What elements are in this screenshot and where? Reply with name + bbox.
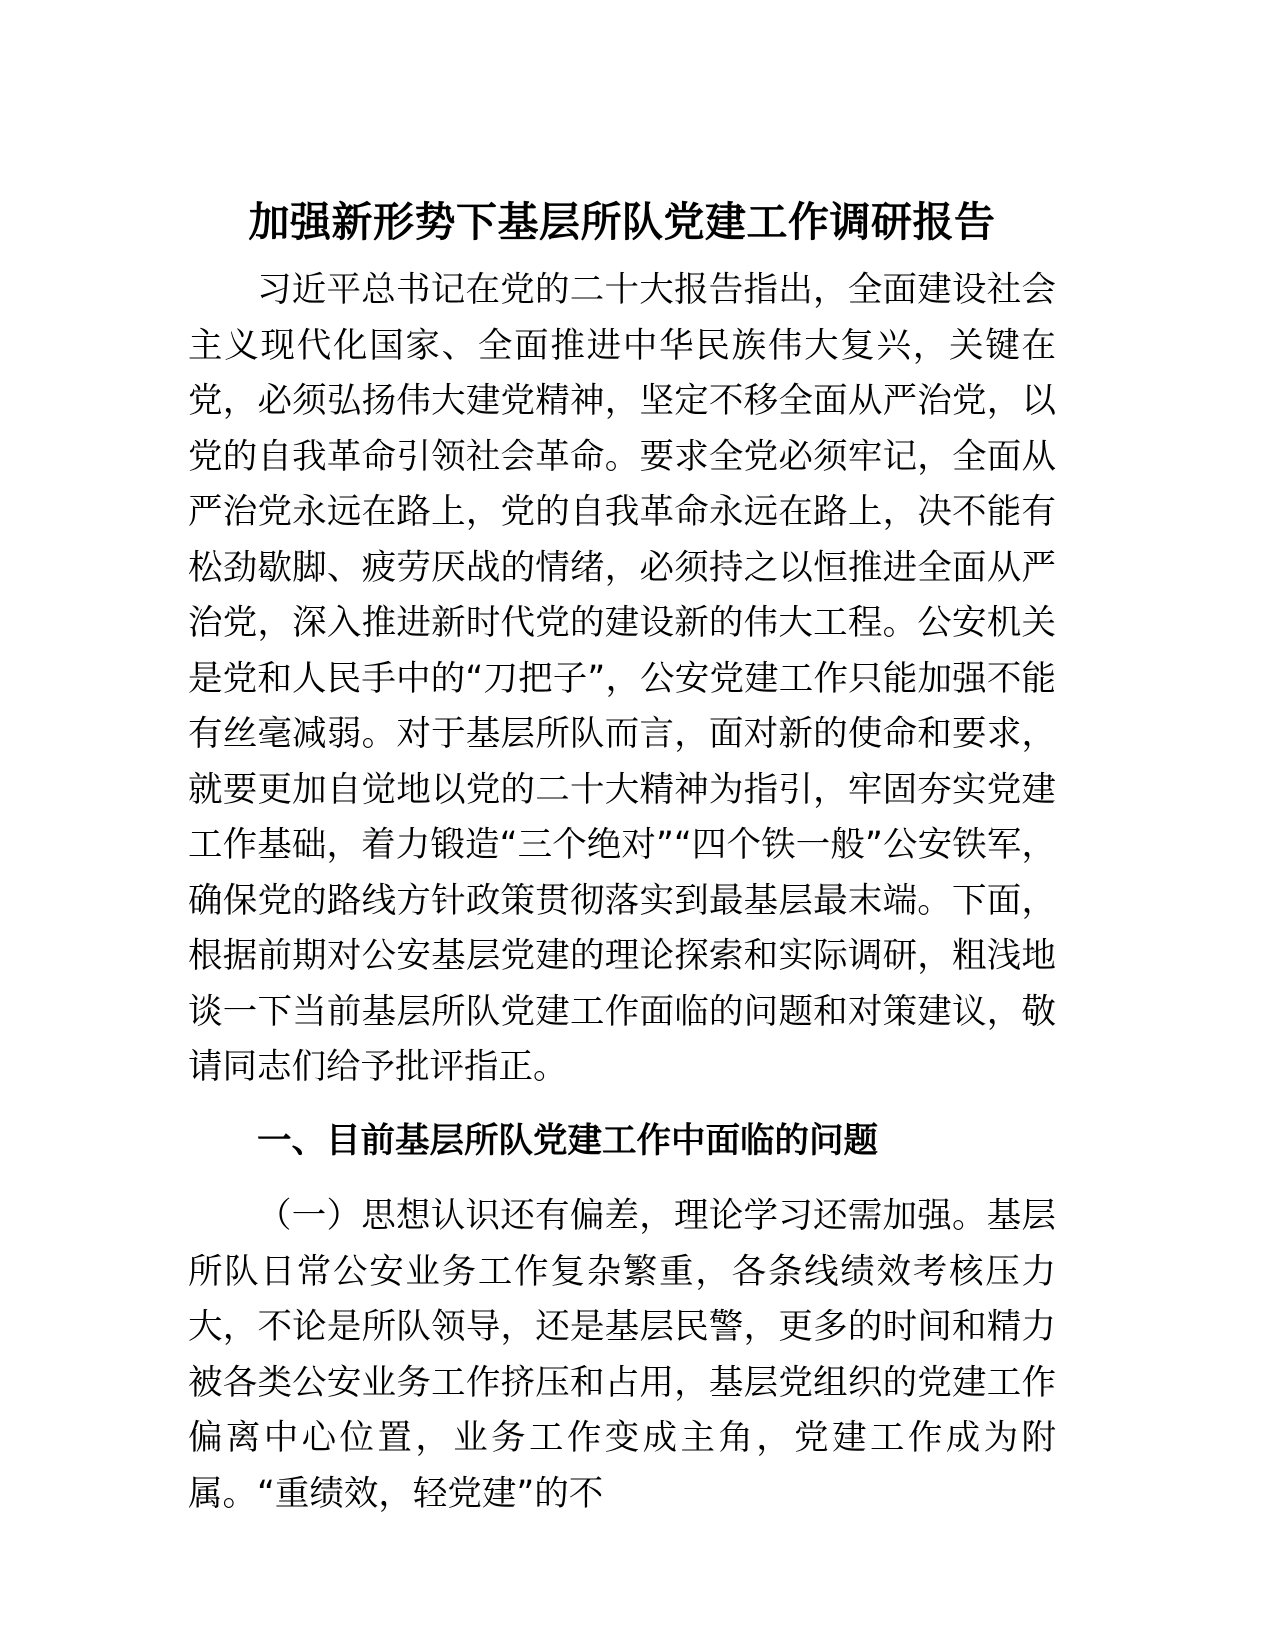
page-title: 加强新形势下基层所队党建工作调研报告: [248, 198, 996, 246]
document-body: [188, 196, 1056, 1522]
paragraph-spacer: [188, 1096, 1056, 1114]
paragraph-subsection-one: （一）思想认识还有偏差，理论学习还需加强。基层所队日常公安业务工作复杂繁重，各条线绩效考核压力大，不论是所队领导，还是基层民警，更多的时间和精力被各类公安业务工作挤压和占用，基层党组织的党建工作偏离中心位置，业务工作变成主角，党建工作成为附属。“重绩效，轻党建”的不: [188, 1196, 1056, 1514]
paragraph-intro: 习近平总书记在党的二十大报告指出，全面建设社会主义现代化国家、全面推进中华民族伟大复兴，关键在党，必须弘扬伟大建党精神，坚定不移全面从严治党，以党的自我革命引领社会革命。要求全党必须牢记，全面从严治党永远在路上，党的自我革命永远在路上，决不能有松劲歇脚、疲劳厌战的情绪，必须持之以恒推进全面从严治党，深入推进新时代党的建设新的伟大工程。公安机关是党和人民手中的“刀把子”，公安党建工作只能加强不能有丝毫减弱。对于基层所队而言，面对新的使命和要求，就要更加自觉地以党的二十大精神为指引，牢固夯实党建工作基础，着力锻造“三个绝对”“四个铁一般”公安铁军，确保党的路线方针政策贯彻落实到最基层最末端。下面，根据前期对公安基层党建的理论探索和实际调研，粗浅地谈一下当前基层所队党建工作面临的问题和对策建议，敬请同志们给予批评指正。: [188, 270, 1056, 1088]
section-heading-one: 一、目前基层所队党建工作中面临的问题: [257, 1120, 878, 1161]
heading-spacer: [188, 1169, 1056, 1189]
